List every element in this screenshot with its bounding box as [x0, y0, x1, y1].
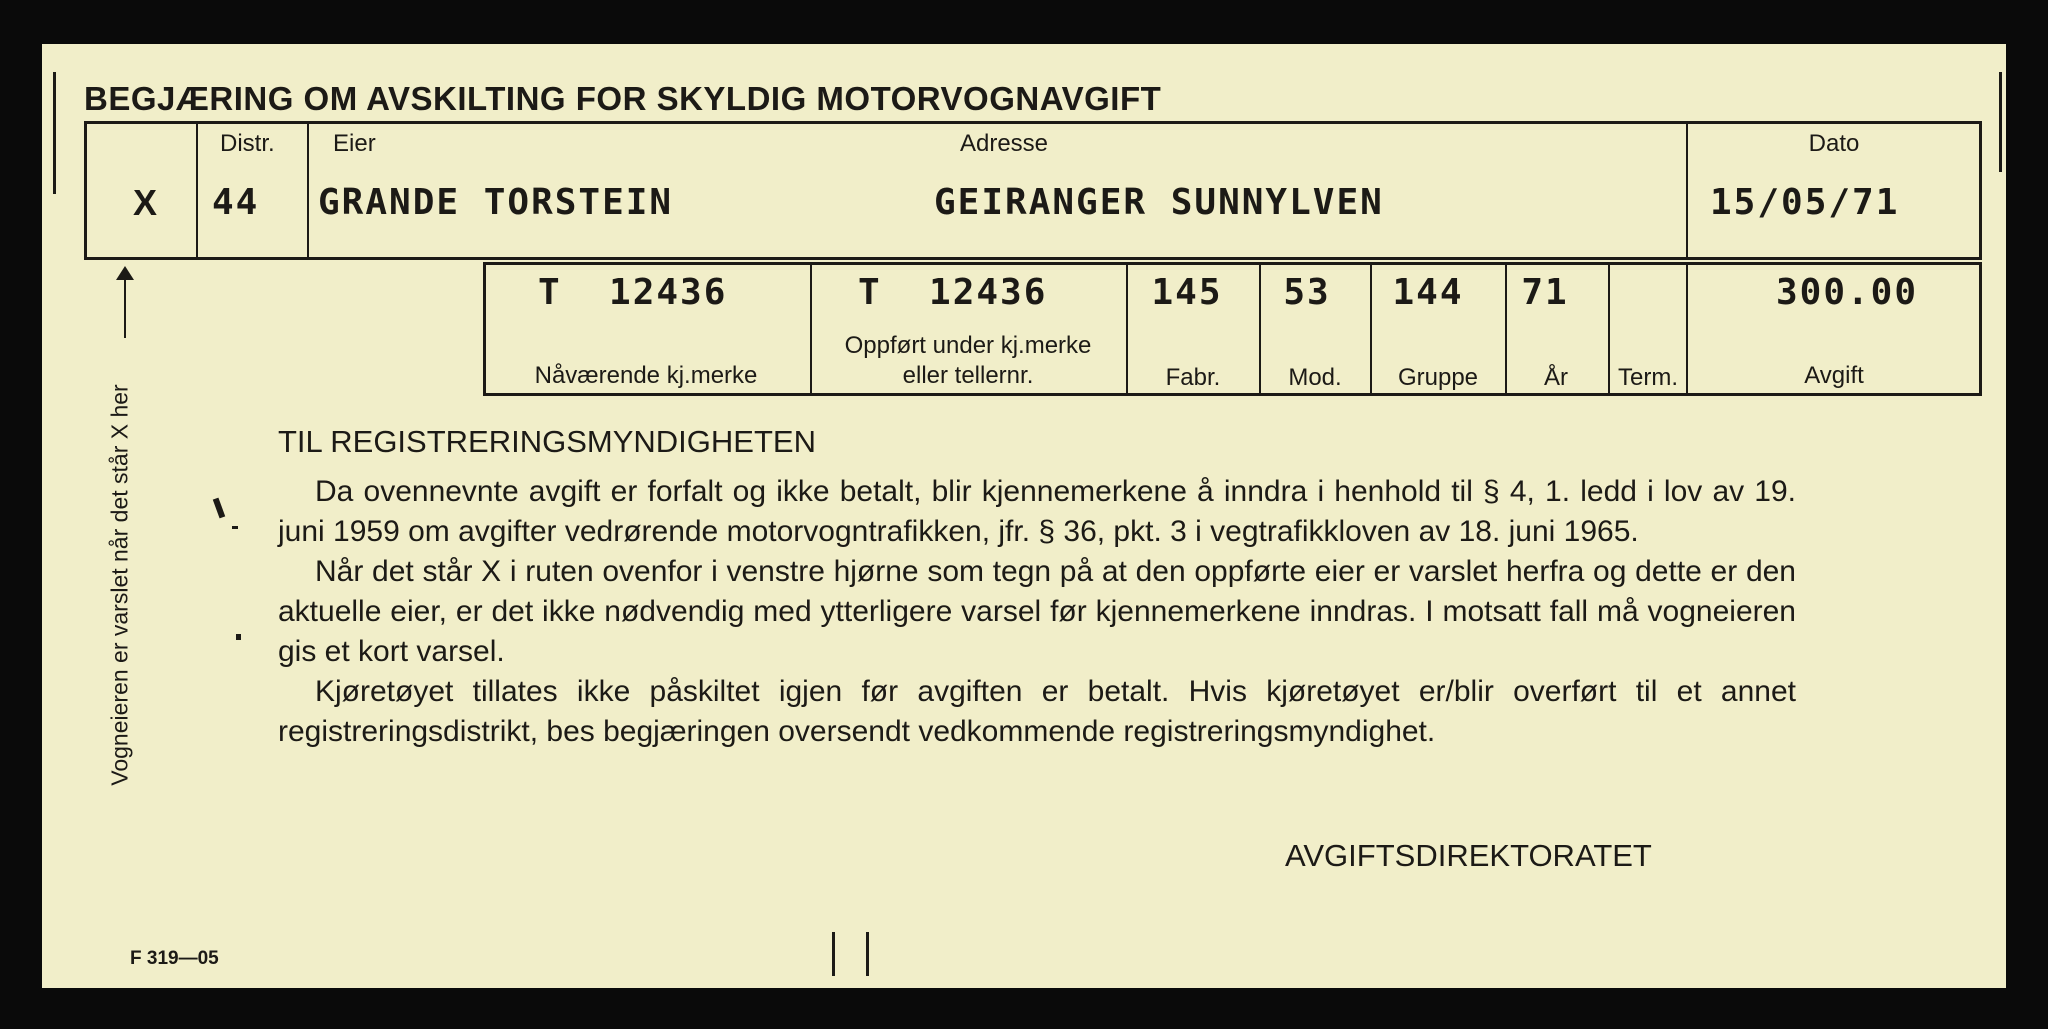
divider [307, 121, 309, 260]
divider [1259, 262, 1261, 396]
paragraph-3: Kjøretøyet tillates ikke påskiltet igjen før avgiften er betalt. Hvis kjøretøyet er/blir overført til et annet registreringsdistrikt, bes begjæringen oversendt vedkommende registreringsmyndighet. [278, 675, 1796, 748]
arrow-shaft [124, 278, 126, 338]
ar-label: År [1544, 364, 1568, 391]
signature: AVGIFTSDIREKTORATET [1285, 838, 1652, 873]
gruppe-value: 144 [1392, 272, 1464, 313]
fabr-value: 145 [1151, 272, 1223, 313]
paragraph-2: Når det står X i ruten ovenfor i venstre hjørne som tegn på at den oppførte eier er varslet herfra og dette er den aktuelle eier, er det ikke nødvendig med ytterligere varsel før kjennemerkene inndras. I motsatt fall må vogneieren gis et kort varsel. [278, 555, 1796, 668]
form-title: BEGJÆRING OM AVSKILTING FOR SKYLDIG MOTORVOGNAVGIFT [84, 80, 1162, 117]
ink-speck [232, 526, 238, 529]
divider [1686, 262, 1688, 396]
divider [1126, 262, 1128, 396]
mod-value: 53 [1283, 272, 1331, 313]
adresse-value: GEIRANGER SUNNYLVEN [934, 182, 1384, 223]
adresse-label: Adresse [959, 130, 1049, 157]
divider [196, 121, 198, 260]
avgift-value: 300.00 [1775, 272, 1919, 313]
right-edge-rule [1999, 72, 2002, 172]
distr-label: Distr. [220, 130, 275, 157]
side-note: Vogneieren er varslet når det står X her [106, 384, 133, 786]
body-text [278, 472, 1796, 752]
oppfort-label-1: Oppført under kj.merke [844, 332, 1092, 359]
distr-value: 44 [212, 182, 260, 223]
fold-mark [866, 932, 869, 976]
navaerende-value: T 12436 [538, 272, 728, 313]
fold-mark [832, 932, 835, 976]
fabr-label: Fabr. [1165, 364, 1221, 391]
divider [1686, 121, 1688, 260]
oppfort-label-2: eller tellernr. [902, 362, 1034, 389]
left-edge-rule [53, 72, 56, 194]
notified-mark: X [132, 182, 160, 223]
gruppe-label: Gruppe [1397, 364, 1479, 391]
divider [1370, 262, 1372, 396]
divider [1608, 262, 1610, 396]
avgift-label: Avgift [1804, 362, 1864, 389]
divider [1505, 262, 1507, 396]
term-label: Term. [1618, 364, 1678, 391]
dato-value: 15/05/71 [1710, 182, 1900, 223]
ink-speck [236, 634, 241, 640]
form-number: F 319—05 [130, 948, 219, 969]
recipient-heading: TIL REGISTRERINGSMYNDIGHETEN [278, 424, 816, 459]
ar-value: 71 [1521, 272, 1569, 313]
eier-value: GRANDE TORSTEIN [318, 182, 674, 223]
eier-label: Eier [333, 130, 376, 157]
dato-label: Dato [1808, 130, 1860, 157]
divider [810, 262, 812, 396]
navaerende-label: Nåværende kj.merke [534, 362, 758, 389]
oppfort-value: T 12436 [858, 272, 1048, 313]
paragraph-1: Da ovennevnte avgift er forfalt og ikke betalt, blir kjennemerkene å inndra i henhold til § 4, 1. ledd i lov av 19. juni 1959 om avgifter vedrørende motorvogntrafikken, jfr. § 36, pkt. 3 i vegtrafikkloven av 18. juni 1965. [278, 475, 1796, 548]
mod-label: Mod. [1288, 364, 1342, 391]
